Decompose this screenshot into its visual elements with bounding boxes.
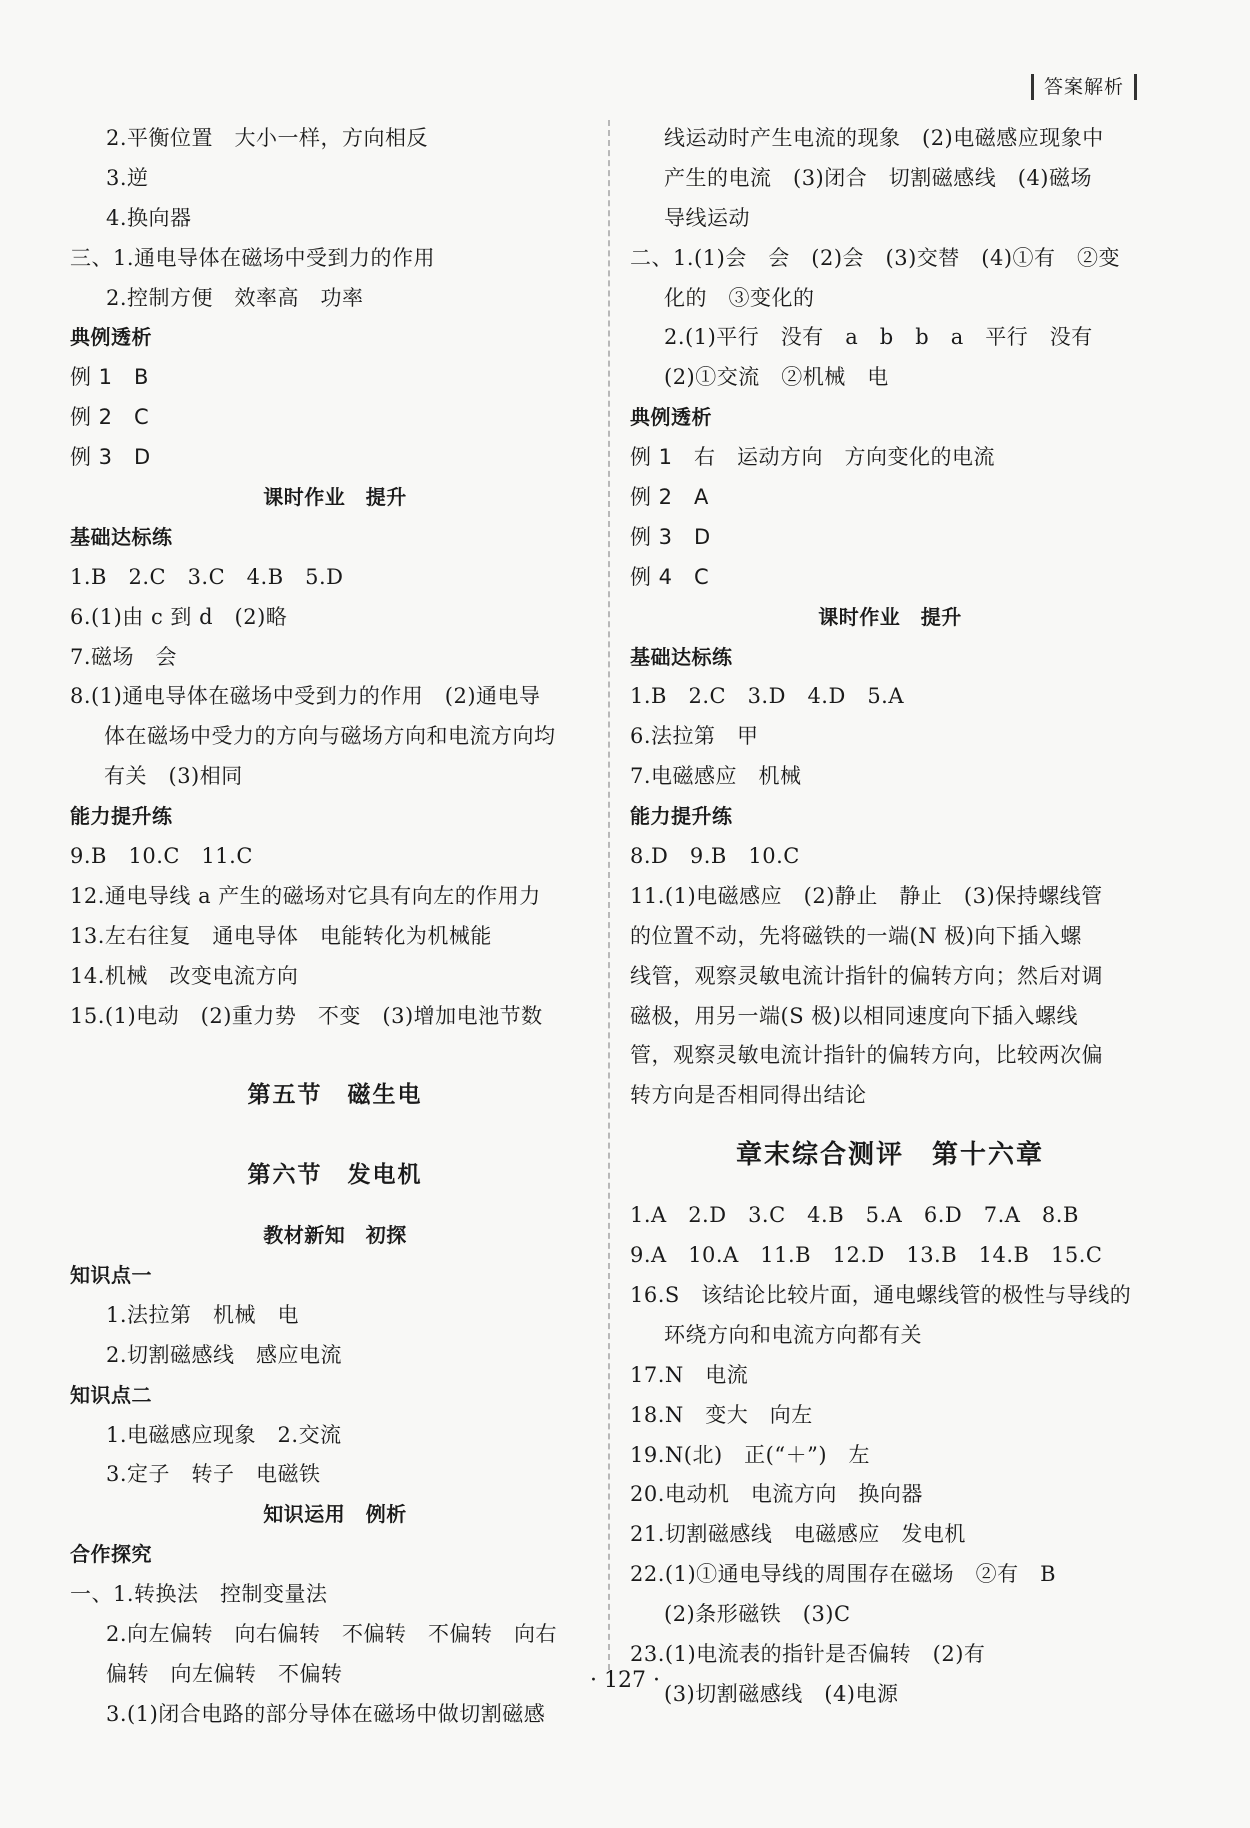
right-line: 6.法拉第 甲 — [630, 724, 759, 749]
left-line: 2.切割磁感线 感应电流 — [106, 1342, 343, 1367]
right-line: 典例透析 — [630, 405, 712, 430]
left-line: 7.磁场 会 — [70, 644, 178, 669]
left-line: 2.向左偏转 向右偏转 不偏转 不偏转 向右 — [106, 1621, 558, 1646]
right-line: 8.D 9.B 10.C — [630, 844, 800, 869]
right-line: 的位置不动，先将磁铁的一端(N 极)向下插入螺 — [630, 923, 1082, 948]
right-line: 基础达标练 — [630, 644, 733, 669]
right-line: 18.N 变大 向左 — [630, 1402, 813, 1427]
left-line: 9.B 10.C 11.C — [70, 844, 253, 869]
left-line: 典例透析 — [70, 325, 152, 350]
right-line — [630, 1176, 1150, 1196]
left-line: 12.通电导线 a 产生的磁场对它具有向左的作用力 — [70, 883, 541, 908]
left-line: 知识运用 例析 — [263, 1502, 407, 1527]
left-column — [70, 119, 600, 1735]
right-line: 16.S 该结论比较片面，通电螺线管的极性与导线的 — [630, 1282, 1132, 1307]
left-line: 体在磁场中受力的方向与磁场方向和电流方向均 — [104, 724, 556, 749]
left-line: 教材新知 初探 — [263, 1223, 407, 1248]
right-line: 磁极，用另一端(S 极)以相同速度向下插入螺线 — [630, 1003, 1078, 1028]
right-line: 11.(1)电磁感应 (2)静止 静止 (3)保持螺线管 — [630, 883, 1103, 908]
left-line: 4.换向器 — [106, 205, 192, 230]
left-line: 14.机械 改变电流方向 — [70, 963, 299, 988]
left-line: 第五节 磁生电 — [247, 1082, 423, 1109]
left-line: 例 3 D — [70, 445, 151, 470]
right-line: 22.(1)①通电导线的周围存在磁场 ②有 B — [630, 1562, 1057, 1587]
right-line: 线管，观察灵敏电流计指针的偏转方向；然后对调 — [630, 963, 1103, 988]
right-line: 二、1.(1)会 会 (2)会 (3)交替 (4)①有 ②变 — [630, 245, 1121, 270]
left-line: 例 1 B — [70, 365, 149, 390]
page-number: · 127 · — [590, 1668, 660, 1693]
left-line: 知识点二 — [70, 1382, 152, 1407]
right-line: 产生的电流 (3)闭合 切割磁感线 (4)磁场 — [664, 165, 1092, 190]
right-line: 例 4 C — [630, 564, 710, 589]
section-tag: 答案解析 — [1031, 74, 1137, 100]
right-line: 课时作业 提升 — [818, 604, 962, 629]
right-line: 7.电磁感应 机械 — [630, 764, 802, 789]
right-line: 21.切割磁感线 电磁感应 发电机 — [630, 1522, 966, 1547]
left-line: 三、1.通电导体在磁场中受到力的作用 — [70, 245, 436, 270]
right-line: 例 1 右 运动方向 方向变化的电流 — [630, 445, 996, 470]
left-line: 2.平衡位置 大小一样，方向相反 — [106, 126, 429, 150]
left-line: 知识点一 — [70, 1262, 152, 1287]
left-line: 能力提升练 — [70, 804, 173, 829]
left-line: 1.电磁感应现象 2.交流 — [106, 1422, 342, 1447]
left-line: 合作探究 — [70, 1542, 152, 1567]
left-line: 1.法拉第 机械 电 — [106, 1302, 300, 1327]
left-line: 一、1.转换法 控制变量法 — [70, 1582, 328, 1607]
left-line: 例 2 C — [70, 405, 150, 430]
right-line: 1.A 2.D 3.C 4.B 5.A 6.D 7.A 8.B — [630, 1203, 1079, 1228]
left-line: 3.定子 转子 电磁铁 — [106, 1462, 321, 1487]
left-line — [70, 1116, 600, 1156]
right-line: 9.A 10.A 11.B 12.D 13.B 14.B 15.C — [630, 1243, 1103, 1268]
left-line: 基础达标练 — [70, 524, 173, 549]
left-line — [70, 1196, 600, 1216]
right-line: 转方向是否相同得出结论 — [630, 1083, 867, 1108]
left-line: 偏转 向左偏转 不偏转 — [106, 1661, 343, 1686]
right-line: 导线运动 — [664, 205, 750, 230]
left-line: 6.(1)由 c 到 d (2)略 — [70, 604, 288, 629]
right-line: 2.(1)平行 没有 a b b a 平行 没有 — [664, 325, 1093, 350]
left-line: 2.控制方便 效率高 功率 — [106, 285, 364, 310]
left-line: 13.左右往复 通电导体 电能转化为机械能 — [70, 923, 492, 948]
left-line: 8.(1)通电导体在磁场中受到力的作用 (2)通电导 — [70, 684, 541, 709]
right-line: (2)条形磁铁 (3)C — [664, 1602, 851, 1627]
right-line: 1.B 2.C 3.D 4.D 5.A — [630, 684, 905, 709]
left-line: 第六节 发电机 — [247, 1162, 423, 1189]
right-line: (3)切割磁感线 (4)电源 — [664, 1681, 899, 1706]
right-line: 化的 ③变化的 — [664, 285, 815, 310]
right-line: (2)①交流 ②机械 电 — [664, 365, 889, 390]
right-line: 17.N 电流 — [630, 1362, 749, 1387]
right-line: 环绕方向和电流方向都有关 — [664, 1322, 922, 1347]
right-line: 20.电动机 电流方向 换向器 — [630, 1482, 923, 1507]
left-line: 15.(1)电动 (2)重力势 不变 (3)增加电池节数 — [70, 1003, 543, 1028]
right-line: 管，观察灵敏电流计指针的偏转方向，比较两次偏 — [630, 1043, 1103, 1068]
left-line — [70, 1036, 600, 1076]
left-line: 1.B 2.C 3.C 4.B 5.D — [70, 564, 344, 589]
right-line: 章末综合测评 第十六章 — [735, 1140, 1044, 1171]
right-line: 23.(1)电流表的指针是否偏转 (2)有 — [630, 1641, 986, 1666]
left-line: 课时作业 提升 — [263, 485, 407, 510]
left-line: 3.(1)闭合电路的部分导体在磁场中做切割磁感 — [106, 1701, 546, 1726]
right-line — [630, 1116, 1150, 1136]
right-line: 能力提升练 — [630, 804, 733, 829]
right-line: 例 3 D — [630, 524, 711, 549]
right-line: 例 2 A — [630, 485, 709, 510]
right-line: 线运动时产生电流的现象 (2)电磁感应现象中 — [664, 126, 1104, 150]
right-line: 19.N(北) 正(“＋”) 左 — [630, 1442, 871, 1467]
column-divider — [608, 120, 610, 1670]
right-column — [630, 119, 1150, 1715]
left-line: 3.逆 — [106, 165, 149, 190]
left-line: 有关 (3)相同 — [104, 764, 243, 789]
